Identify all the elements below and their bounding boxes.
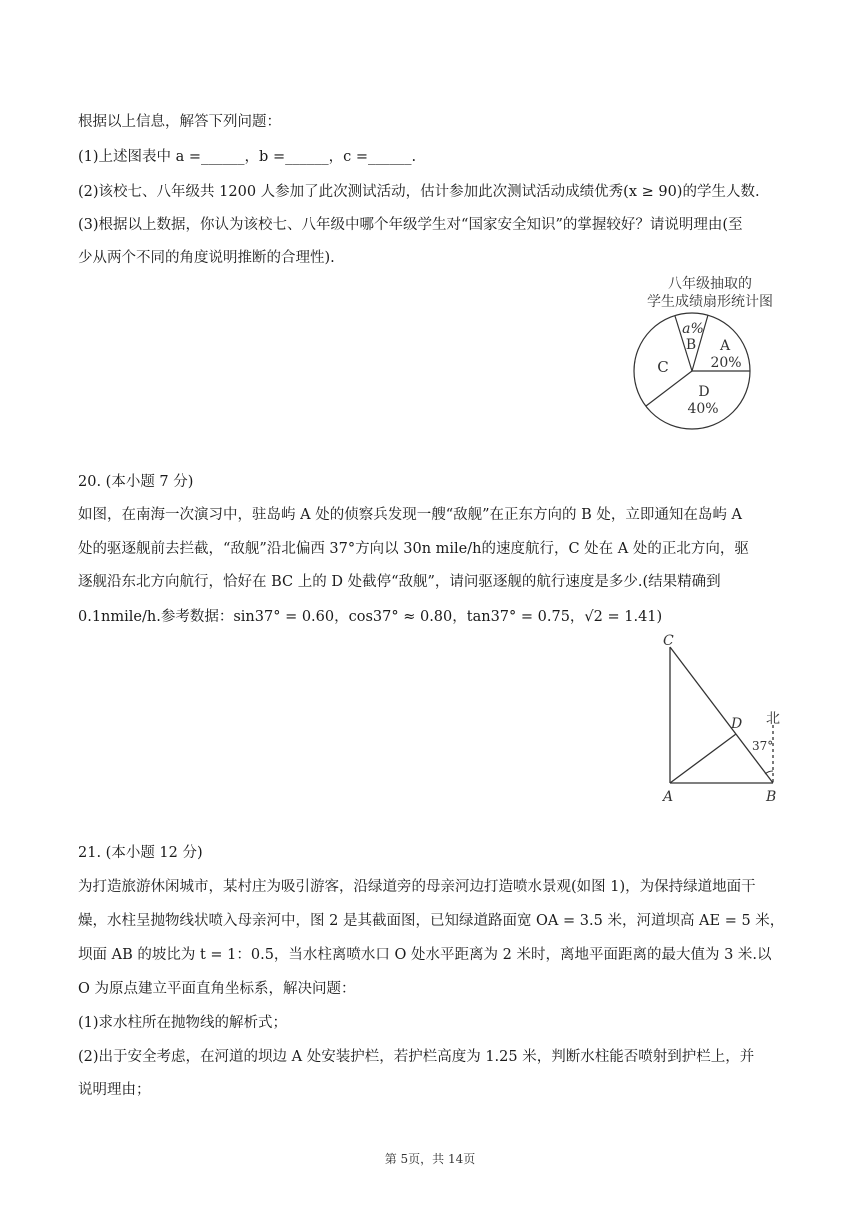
pie-chart-title-line2: 学生成绩扇形统计图	[647, 294, 773, 310]
pie-slice-a-label: A	[719, 338, 731, 354]
q21-part2-line1: (2)出于安全考虑，在河道的坝边 A 处安装护栏，若护栏高度为 1.25 米，判断水柱能否喷射到护栏上，并	[78, 1049, 755, 1065]
q21-line2: 燥，水柱呈抛物线状喷入母亲河中，图 2 是其截面图，已知绿道路面宽 OA = 3.5 米，河道坝高 AE = 5 米，	[78, 913, 785, 929]
pie-slice-c-label: C	[657, 358, 669, 376]
label-b: B	[766, 789, 777, 805]
q21-line3: 坝面 AB 的坡比为 t = 1：0.5，当水柱离喷水口 O 处水平距离为 2 米时，离地平面距离的最大值为 3 米.以	[78, 947, 772, 963]
label-north: 北	[766, 711, 780, 727]
pie-slice-b-value: a%	[682, 321, 704, 337]
label-c: C	[663, 633, 674, 649]
label-d: D	[731, 716, 743, 732]
q21-part1: (1)求水柱所在抛物线的解析式；	[78, 1015, 288, 1031]
q21-part2-line2: 说明理由；	[78, 1082, 151, 1098]
q19-part1: (1)上述图表中 a =______，b =______，c =______.	[78, 149, 417, 165]
q21-line1: 为打造旅游休闲城市，某村庄为吸引游客，沿绿道旁的母亲河边打造喷水景观(如图 1)，为保持绿道地面干	[78, 879, 756, 895]
q20-line3: 逐舰沿东北方向航行，恰好在 BC 上的 D 处截停“敌舰”，请问驱逐舰的航行速度是多少.(结果精确到	[78, 574, 721, 590]
q21-line4: O 为原点建立平面直角坐标系，解决问题：	[78, 981, 356, 997]
label-angle: 37°	[752, 739, 774, 753]
q20-line1: 如图，在南海一次演习中，驻岛屿 A 处的侦察兵发现一艘“敌舰”在正东方向的 B 处，立即通知在岛屿 A	[78, 507, 742, 523]
q20-heading: 20. (本小题 7 分)	[78, 474, 194, 490]
pie-slice-a-value: 20%	[710, 355, 742, 371]
q19-part3-line1: (3)根据以上数据，你认为该校七、八年级中哪个年级学生对“国家安全知识”的掌握较好？请说明理由(至	[78, 217, 743, 233]
q20-line2: 处的驱逐舰前去拦截，“敌舰”沿北偏西 37°方向以 30n mile/h的速度航行，C 处在 A 处的正北方向，驱	[78, 541, 749, 557]
page-footer: 第 5页，共 14页	[384, 1152, 476, 1166]
pie-slice-d-value: 40%	[687, 401, 719, 417]
pie-chart-title-line1: 八年级抽取的	[668, 276, 752, 292]
q19-intro: 根据以上信息，解答下列问题：	[78, 114, 281, 130]
q19-part3-line2: 少从两个不同的角度说明推断的合理性).	[78, 250, 335, 266]
segment-cb	[670, 647, 773, 783]
angle-arc	[765, 771, 773, 774]
figure-q20	[650, 625, 800, 810]
pie-slice-d-label: D	[698, 384, 710, 400]
segment-ad	[670, 734, 736, 783]
pie-slice-b-label: B	[685, 337, 697, 353]
pie-divider-d-c	[646, 371, 692, 406]
q19-part2: (2)该校七、八年级共 1200 人参加了此次测试活动，估计参加此次测试活动成绩优秀(x ≥ 90)的学生人数.	[78, 184, 760, 200]
pie-chart	[620, 268, 790, 438]
q21-heading: 21. (本小题 12 分)	[78, 845, 203, 861]
label-a: A	[663, 789, 674, 805]
q20-line4: 0.1nmile/h.参考数据：sin37° = 0.60，cos37° ≈ 0.80，tan37° = 0.75，√2 = 1.41)	[78, 609, 663, 625]
